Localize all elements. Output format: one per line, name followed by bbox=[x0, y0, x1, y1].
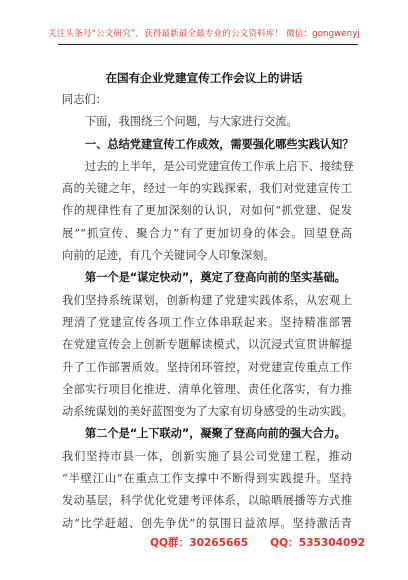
footer-qq-group: QQ群：30265665 bbox=[150, 537, 249, 549]
paragraph-line: 升了工作部署质效。坚持闭环管控，对党建宣传重点工作 bbox=[62, 360, 352, 374]
paragraph-line: 全部实行项目化推进、清单化管理、责任化落实，有力推 bbox=[62, 382, 352, 396]
header-note: 关注头条号“公文研究”，获得最新最全最专业的公文资料库！ 微信：gongwenyj bbox=[48, 29, 360, 39]
paragraph-line: “半壁江山”在重点工作支撑中不断得到实践提升。坚持 bbox=[62, 472, 352, 486]
document-body bbox=[62, 89, 352, 535]
document-title: 在国有企业党建宣传工作会议上的讲话 bbox=[105, 71, 303, 85]
section-heading: 一、总结党建宣传工作成效，需要强化哪些实践认知？ bbox=[85, 137, 354, 151]
paragraph-line: 发动基层，科学优化党建考评体系，以晾晒展播等方式推 bbox=[62, 494, 352, 508]
subsection-heading: 第一个是“谋定快动”，奠定了登高向前的坚实基础。 bbox=[85, 271, 346, 285]
paragraph-line: 高的关键之年，经过一年的实践探索，我们对党建宣传工 bbox=[62, 182, 352, 196]
paragraph-line: 作的规律性有了更加深刻的认识，对如何“抓党建、促发 bbox=[62, 204, 352, 218]
paragraph-line: 动“比学赶超、创先争优”的氛围日益浓厚。坚持激活青 bbox=[62, 516, 352, 530]
paragraph-line: 过去的上半年，是公司党建宣传工作承上启下、接续登 bbox=[85, 159, 354, 173]
salutation: 同志们： bbox=[62, 93, 107, 106]
paragraph-line: 在党建宣传会上创新专题解读模式，以沉浸式宣贯讲解提 bbox=[62, 338, 352, 352]
paragraph-line: 动系统谋划的美好蓝图变为了大家有切身感受的生动实践。 bbox=[62, 405, 353, 419]
paragraph-line: 我们坚持系统谋划，创新构建了党建实践体系，从宏观上 bbox=[62, 293, 352, 307]
header-divider bbox=[58, 44, 358, 45]
footer-qq: QQ：535304092 bbox=[270, 537, 366, 549]
paragraph-line: 理清了党建宣传各项工作立体串联起来。坚持精准部署 bbox=[62, 315, 352, 329]
paragraph-line: 展”“抓宣传、聚合力”有了更加切身的体会。回望登高 bbox=[62, 226, 352, 240]
paragraph-line: 我们坚持市县一体，创新实施了县公司党建工程，推动 bbox=[62, 449, 352, 463]
footer-contact bbox=[150, 535, 365, 550]
paragraph-line: 向前的足迹，有几个关键词令人印象深刻。 bbox=[62, 249, 275, 263]
paragraph-line: 下面，我围绕三个问题，与大家进行交流。 bbox=[85, 115, 298, 129]
subsection-heading: 第二个是“上下联动”，凝聚了登高向前的强大合力。 bbox=[85, 427, 346, 441]
